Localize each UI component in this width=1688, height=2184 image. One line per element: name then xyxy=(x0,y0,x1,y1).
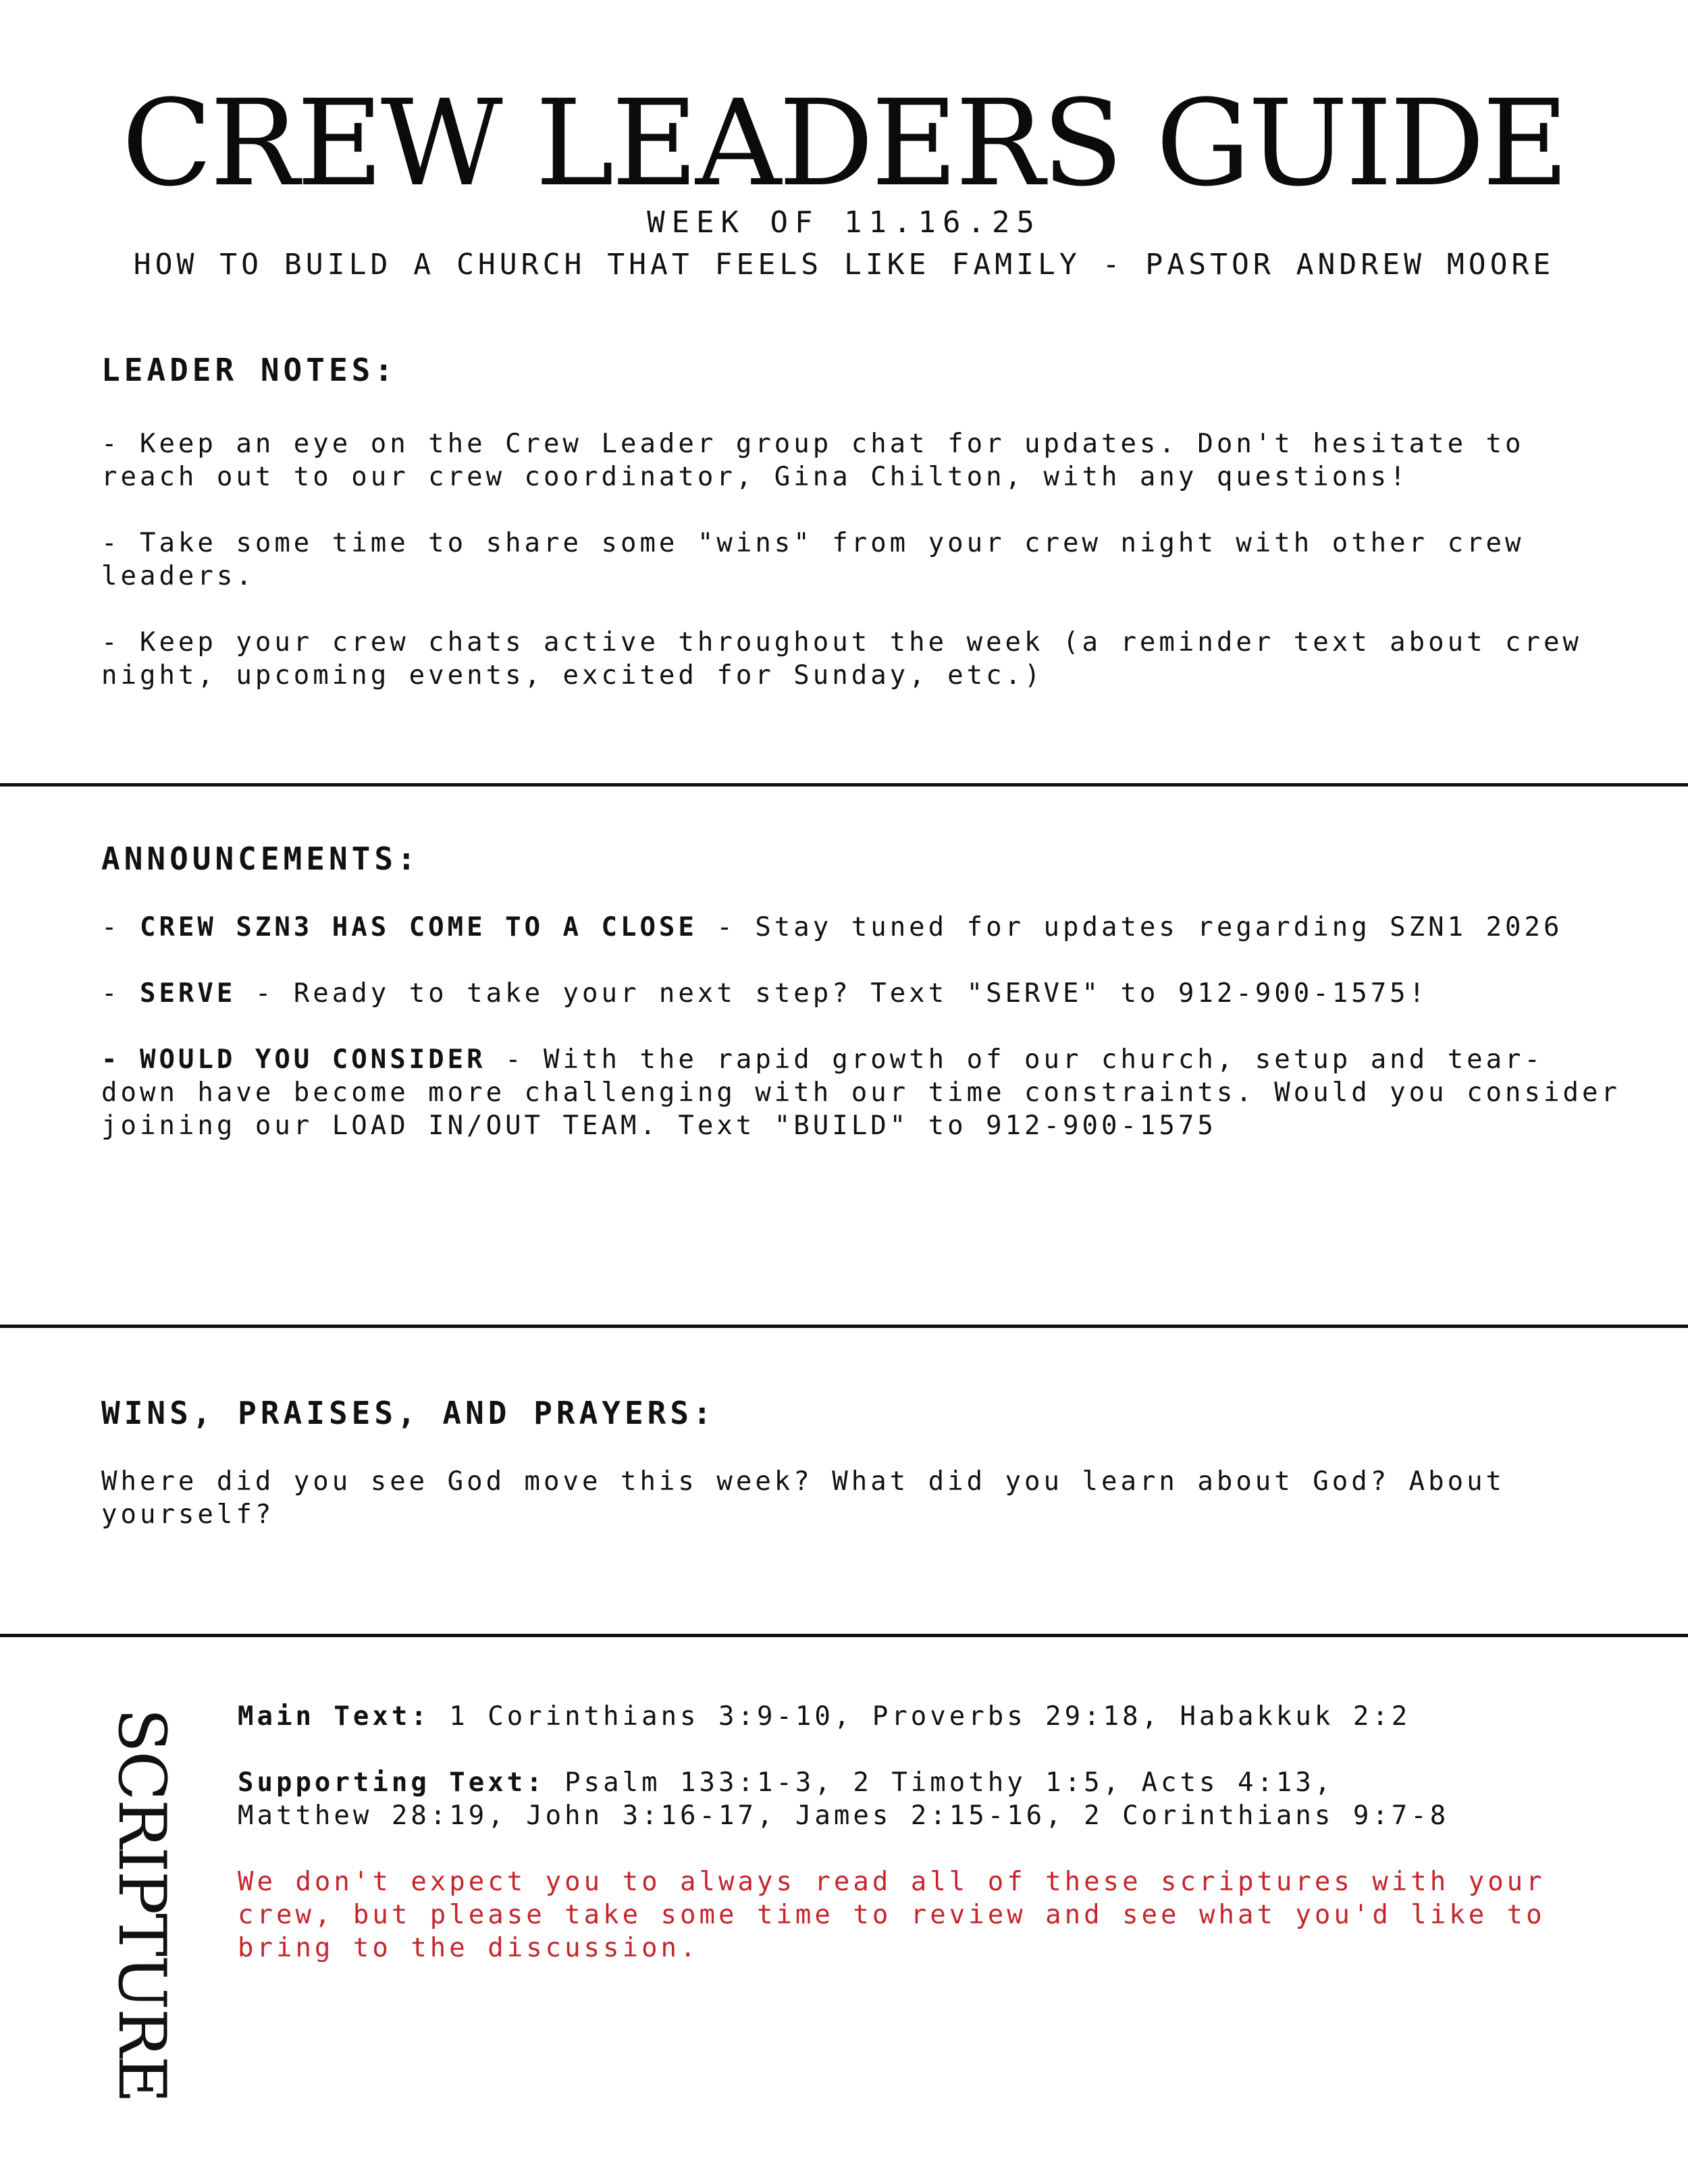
section-divider xyxy=(0,783,1688,787)
announcements-heading: ANNOUNCEMENTS: xyxy=(101,841,420,877)
announcement-title: SERVE xyxy=(139,978,236,1009)
supporting-text xyxy=(238,1766,1449,1832)
leader-notes-heading: LEADER NOTES: xyxy=(101,352,398,388)
main-text-refs: 1 Corinthians 3:9-10, Proverbs 29:18, Habakkuk 2:2 xyxy=(429,1701,1411,1732)
supporting-text-refs: Psalm 133:1-3, 2 Timothy 1:5, Acts 4:13, Matthew 28:19, John 3:16-17, James 2:15-16, 2 Corinthians 9:7-8 xyxy=(238,1767,1450,1831)
section-divider xyxy=(0,1325,1688,1328)
announcement-prefix: - xyxy=(101,978,140,1009)
main-text xyxy=(238,1700,1410,1733)
announcement-item xyxy=(101,911,1563,944)
sermon-title: HOW TO BUILD A CHURCH THAT FEELS LIKE FAMILY - PASTOR ANDREW MOORE xyxy=(133,248,1555,282)
section-divider xyxy=(0,1634,1688,1637)
announcement-text: - With the rapid growth of our church, setup and tear- down have become more challenging with our time constraints. Would you consider joining our LOAD IN/OUT TEAM. Text "BUILD" to 912-900-1575 xyxy=(101,1044,1620,1141)
announcement-title: CREW SZN3 HAS COME TO A CLOSE xyxy=(139,912,697,942)
announcement-text: - Ready to take your next step? Text "SERVE" to 912-900-1575! xyxy=(236,978,1429,1009)
announcement-item xyxy=(101,1043,1620,1142)
week-date: WEEK OF 11.16.25 xyxy=(647,205,1041,240)
announcement-prefix: - xyxy=(101,912,140,942)
wins-prompt: Where did you see God move this week? What did you learn about God? About yourself? xyxy=(101,1466,1506,1530)
announcement-item xyxy=(101,977,1428,1010)
leader-note-item: - Keep an eye on the Crew Leader group chat for updates. Don't hesitate to reach out to our crew coordinator, Gina Chilton, with any questions! xyxy=(101,429,1525,492)
announcement-text: - Stay tuned for updates regarding SZN1 2026 xyxy=(697,912,1563,942)
leader-note-item: - Take some time to share some "wins" from your crew night with other crew leaders. xyxy=(101,528,1525,591)
announcement-title: - WOULD YOU CONSIDER xyxy=(101,1044,486,1075)
leader-note-item: - Keep your crew chats active throughout the week (a reminder text about crew night, upcoming events, excited for Sunday, etc.) xyxy=(101,627,1582,691)
scripture-note: We don't expect you to always read all of these scriptures with your crew, but please take some time to review and see what you'd like to bring to the discussion. xyxy=(238,1867,1546,1963)
supporting-text-label: Supporting Text: xyxy=(238,1767,546,1798)
main-text-label: Main Text: xyxy=(238,1701,430,1732)
page-title: CREW LEADERS GUIDE xyxy=(122,74,1566,213)
scripture-side-label: SCRIPTURE xyxy=(104,1708,180,2102)
wins-heading: WINS, PRAISES, AND PRAYERS: xyxy=(101,1395,716,1431)
